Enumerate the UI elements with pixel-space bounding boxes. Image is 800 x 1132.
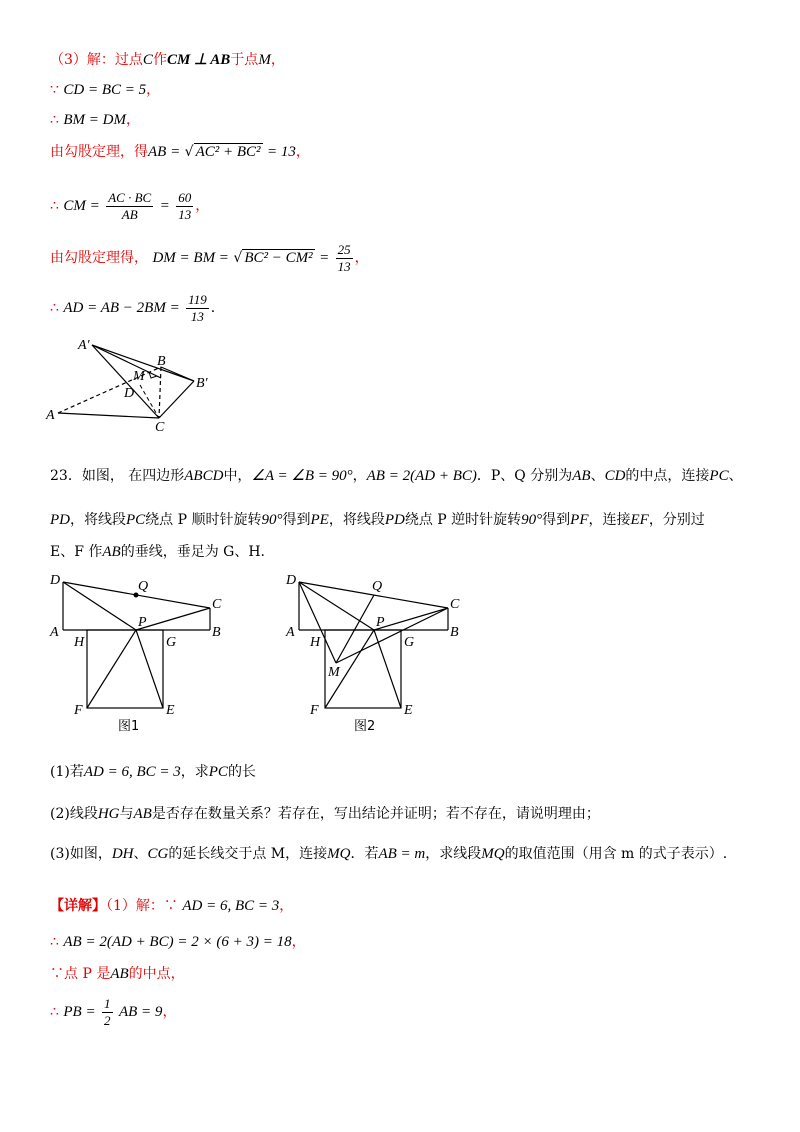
text: . [210, 300, 216, 316]
label-m: M [133, 369, 145, 384]
sqrt-expr: BC² − CM² [244, 250, 313, 266]
text: 由勾股定理得， [50, 250, 148, 266]
text: 由勾股定理，得 [50, 144, 148, 160]
sub-q1: (1)若AD = 6, BC = 3，求PC的长 [50, 764, 256, 780]
segment [159, 381, 194, 418]
label-a-prime: A′ [78, 338, 90, 353]
svg-text:图2: 图2 [354, 719, 376, 734]
sol3-line7 [50, 290, 215, 326]
text: （3）解：过点 [50, 52, 143, 68]
label-c: C [155, 420, 165, 435]
figure-1 [40, 568, 250, 738]
math: = [319, 250, 330, 266]
detail-line3: ∵点 P 是AB的中点， [50, 966, 185, 982]
q23-line3: E、F 作AB的垂线，垂足为 G、H. [50, 544, 266, 560]
svg-text:P: P [376, 615, 385, 630]
text: ， [354, 250, 369, 266]
svg-text:H: H [74, 635, 85, 650]
dashed-segment [140, 385, 159, 418]
therefore-symbol: ∴ [50, 198, 59, 214]
q23-line1: 23．如图， 在四边形ABCD中，∠A = ∠B = 90°，AB = 2(AD + BC)．P、Q 分别为AB、CD的中点，连接PC、 [50, 468, 743, 484]
fraction: $\frac{AC \cdot BC}{AB}$ [108, 189, 152, 222]
svg-text:A: A [286, 625, 295, 640]
math: CM = [63, 198, 100, 214]
label-d: D [124, 386, 135, 401]
text: ， [295, 144, 310, 160]
svg-text:Q: Q [372, 579, 383, 594]
label-b-prime: B′ [196, 376, 208, 391]
text: ， [146, 82, 161, 98]
segment [92, 345, 161, 378]
segment [92, 345, 159, 418]
svg-text:P: P [138, 615, 147, 630]
svg-text:D: D [50, 573, 61, 588]
svg-text:图1: 图1 [118, 719, 140, 734]
svg-text:H: H [310, 635, 321, 650]
math: = [159, 198, 170, 214]
math: C [142, 52, 153, 68]
text: ， [195, 198, 210, 214]
sol3-line3 [50, 110, 140, 130]
detail-line2: ∴ AB = 2(AD + BC) = 2 × (6 + 3) = 18， [50, 934, 306, 950]
sub-q3: (3)如图，DH、CG的延长线交于点 M，连接MQ．若AB = m，求线段MQ的取值范围（用含 m 的式子表示）. [50, 846, 728, 862]
detail-line4: ∴ PB = $\frac{1}{2}$ AB = 9， [50, 995, 177, 1028]
text: 作 [152, 52, 167, 68]
text: ， [270, 52, 285, 68]
sol3-line4: 由勾股定理，得AB = √ AC² + BC² = 13， [50, 144, 310, 160]
dashed-segment [159, 367, 161, 418]
svg-text:M: M [328, 665, 340, 680]
sol3-line5 [50, 188, 209, 224]
math: AD = AB − 2BM = [63, 300, 180, 316]
math: AB = [148, 144, 181, 160]
math: BM = DM [63, 112, 126, 128]
because-symbol: ∵ [50, 82, 59, 98]
math: DM = BM = [152, 250, 229, 266]
math: CM ⊥ AB [166, 52, 231, 68]
svg-text:A: A [50, 625, 59, 640]
svg-text:B: B [212, 625, 221, 640]
svg-text:G: G [404, 635, 415, 650]
dashed-segment [58, 367, 161, 413]
label-b: B [157, 354, 166, 369]
text: ， [125, 112, 140, 128]
svg-text:E: E [166, 703, 175, 718]
detail-line1: 【详解】（1）解：∵ AD = 6, BC = 3， [50, 898, 294, 914]
figure-2 [280, 568, 490, 738]
text: 于点 [230, 52, 259, 68]
svg-text:C: C [212, 597, 222, 612]
math: CD = BC = 5 [63, 82, 147, 98]
segment [58, 413, 159, 418]
svg-text:E: E [404, 703, 413, 718]
therefore-symbol: ∴ [50, 112, 59, 128]
svg-text:G: G [166, 635, 177, 650]
sqrt-expr: AC² + BC² [195, 144, 261, 160]
segment [161, 367, 194, 381]
svg-text:B: B [450, 625, 459, 640]
svg-text:F: F [310, 703, 319, 718]
svg-text:C: C [450, 597, 460, 612]
sub-q2: (2)线段HG与AB是否存在数量关系？若存在，写出结论并证明；若不存在，请说明理由； [50, 806, 600, 822]
fraction: $\frac{60}{13}$ [178, 189, 192, 222]
sol3-line6: 由勾股定理得， DM = BM = √ BC² − CM² = $\frac{25}{13}$ ， [50, 241, 369, 274]
fraction: $\frac{119}{13}$ [188, 291, 207, 324]
svg-text:Q: Q [138, 579, 149, 594]
sol3-line2 [50, 80, 160, 100]
label-a: A [46, 408, 55, 423]
math: = 13 [266, 144, 296, 160]
svg-text:F: F [74, 703, 83, 718]
fraction: $\frac{25}{13}$ [337, 241, 351, 274]
svg-text:D: D [286, 573, 297, 588]
q23-line2: PD，将线段PC绕点 P 顺时针旋转90°得到PE，将线段PD绕点 P 逆时针旋转90°得到PF，连接EF，分别过 [50, 512, 705, 528]
figure-rotation [40, 335, 240, 435]
sol3-line1 [50, 50, 285, 70]
math: M [258, 52, 271, 68]
therefore-symbol: ∴ [50, 300, 59, 316]
